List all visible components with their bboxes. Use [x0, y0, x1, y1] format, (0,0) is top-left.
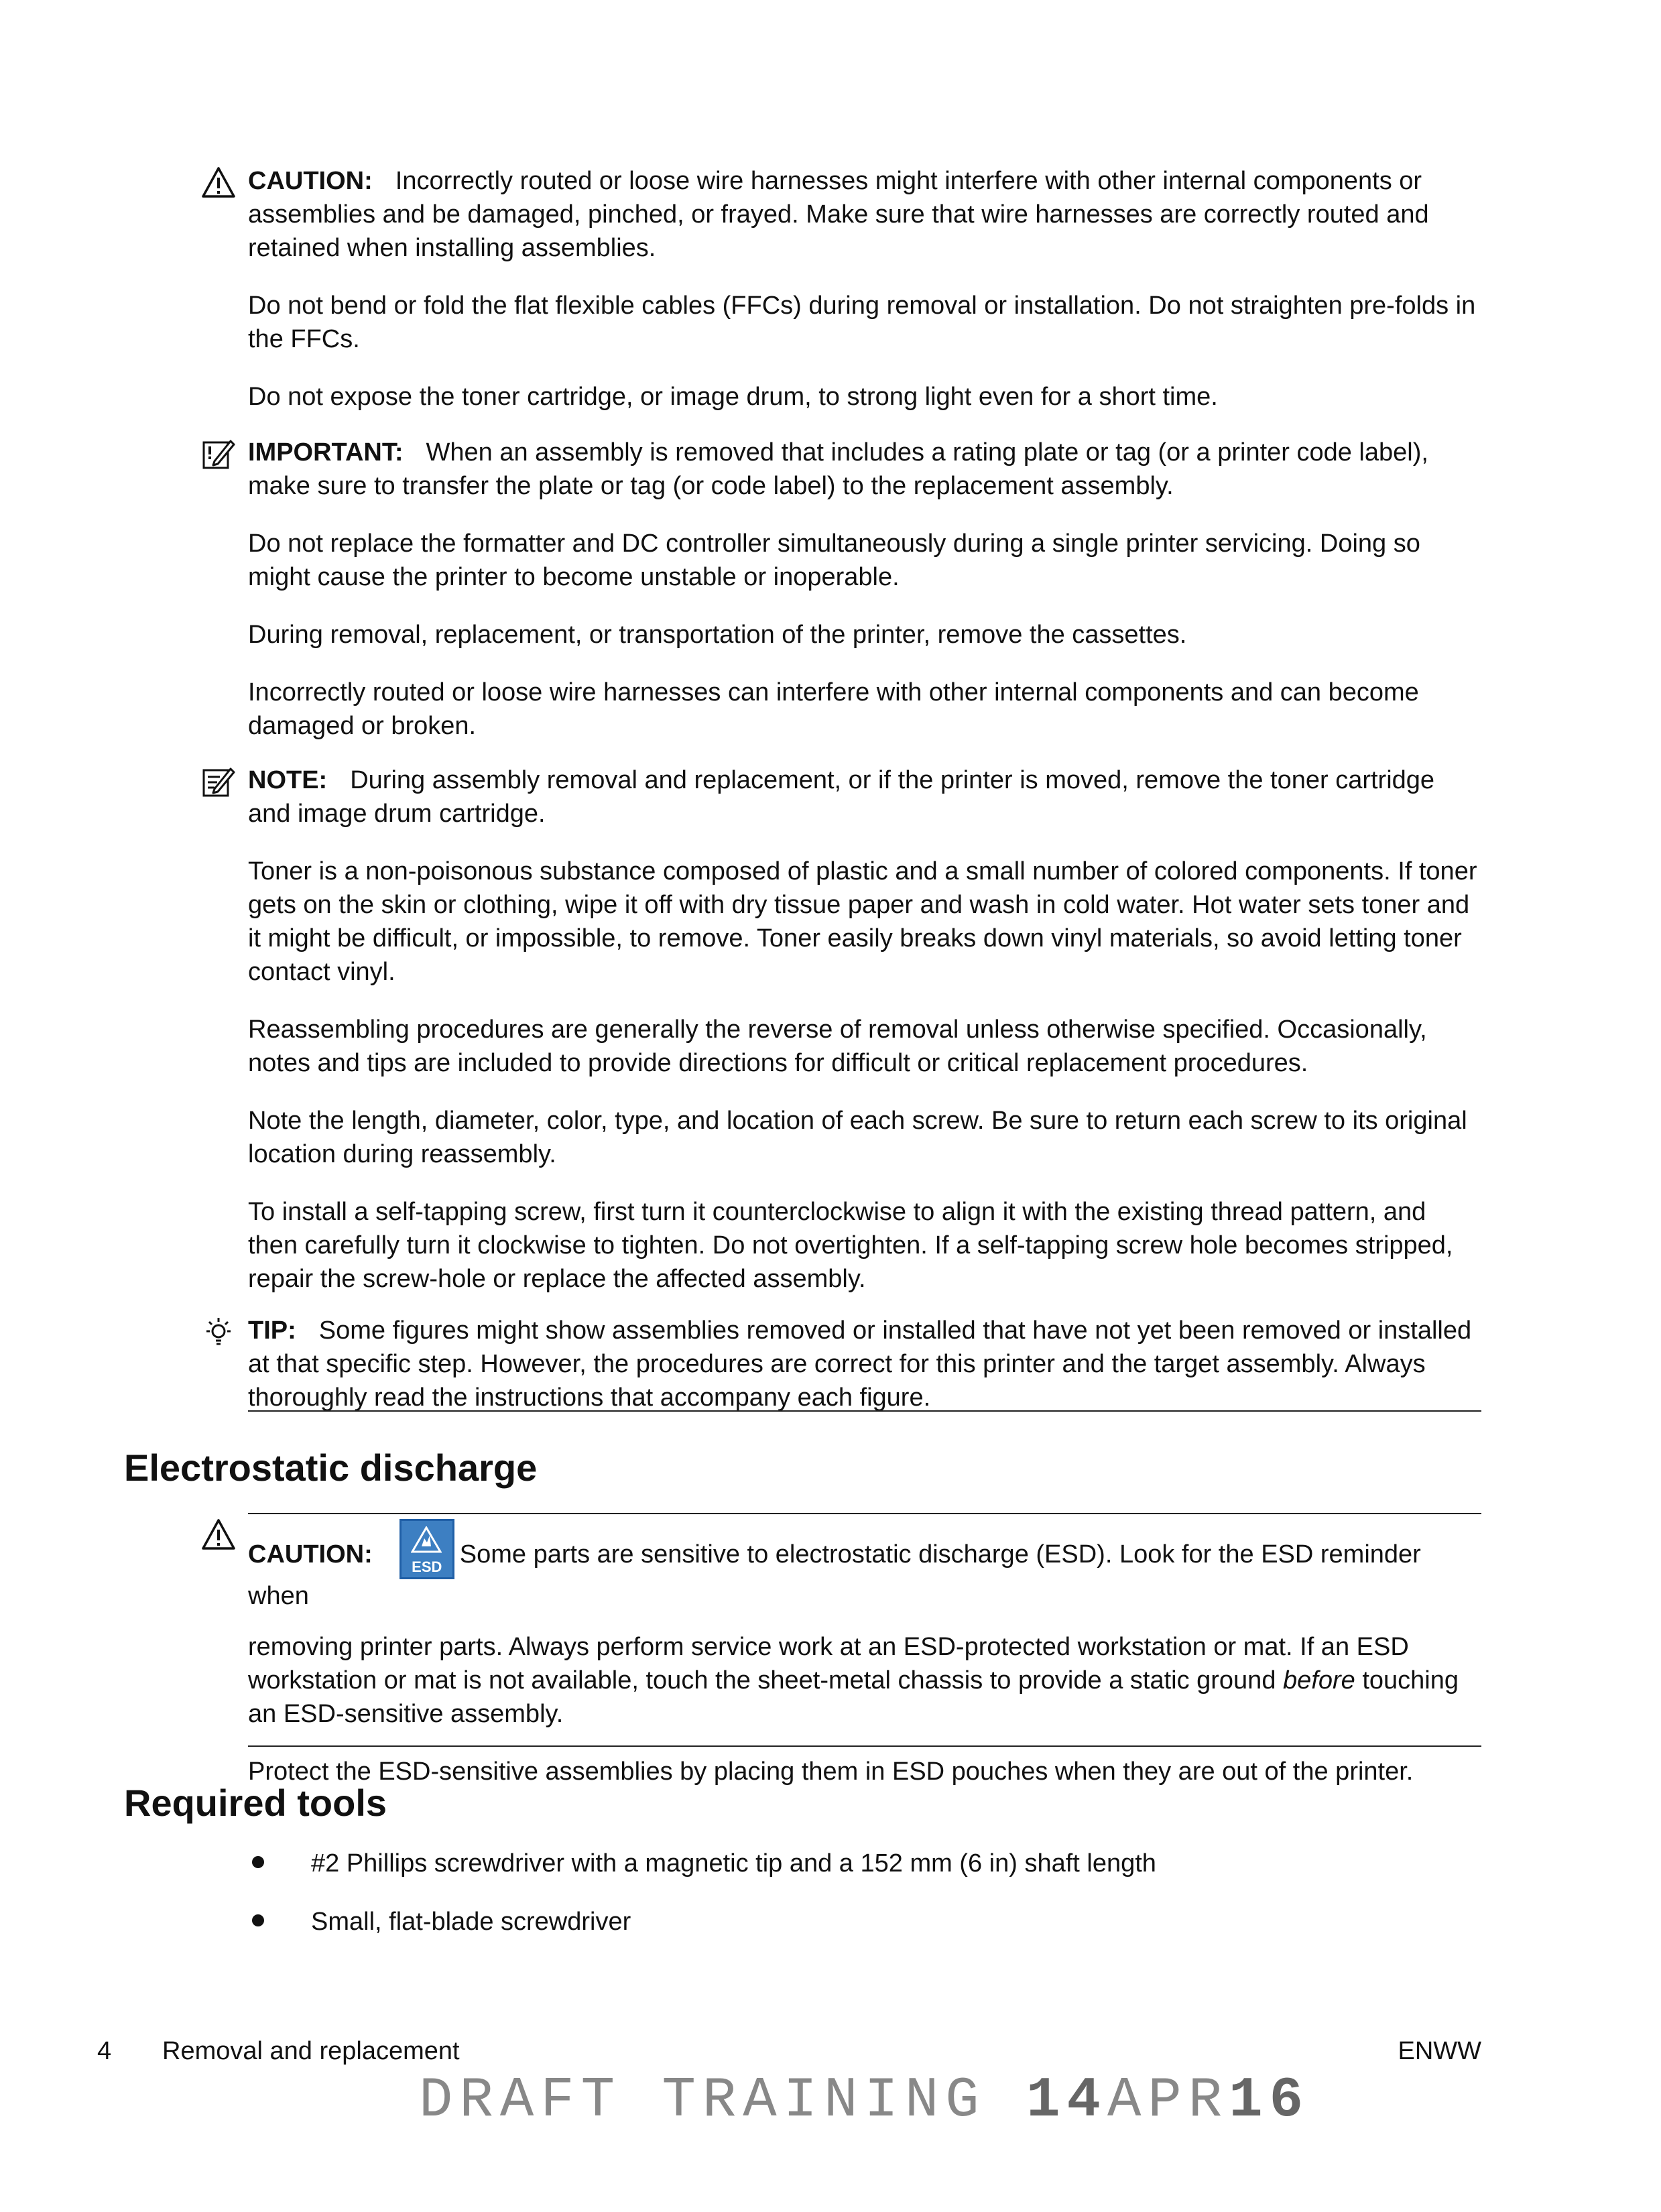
- esd-caution-block: [248, 1532, 1481, 1788]
- important-text: When an assembly is removed that includes a rating plate or tag (or a printer code label), make sure to transfer the plate or tag (or code label) to the replacement assembly.: [248, 438, 1428, 500]
- note-paragraph: Reassembling procedures are generally the reverse of removal unless otherwise specified. Occasionally, notes and tips are included to provide directions for difficult or critical replacement procedures.: [248, 1016, 1427, 1077]
- important-label: IMPORTANT:: [248, 438, 404, 467]
- section-divider: [248, 1513, 1481, 1514]
- draft-watermark: [419, 2068, 1310, 2135]
- watermark-number: 14: [1026, 2069, 1107, 2133]
- note-block: [248, 763, 1481, 1320]
- list-item: [248, 1847, 1481, 1880]
- esd-divider: [248, 1745, 1481, 1747]
- note-paragraph: Note the length, diameter, color, type, and location of each screw. Be sure to return each screw to its original location during reassembly.: [248, 1107, 1467, 1168]
- esd-caution-label: CAUTION:: [248, 1540, 373, 1569]
- tip-divider: [248, 1410, 1481, 1412]
- list-item: [248, 1905, 1481, 1939]
- page-number: 4: [97, 2037, 112, 2065]
- footer-right: ENWW: [1398, 2037, 1481, 2065]
- note-text: During assembly removal and replacement, or if the printer is moved, remove the toner cartridge and image drum cartridge.: [248, 766, 1435, 828]
- esd-badge: [399, 1519, 454, 1579]
- caution-block: [248, 164, 1481, 438]
- list-item-text: #2 Phillips screwdriver with a magnetic tip and a 152 mm (6 in) shaft length: [311, 1849, 1156, 1878]
- esd-hand-icon: [411, 1526, 442, 1553]
- bullet-icon: [252, 1856, 264, 1868]
- chapter-title: Removal and replacement: [162, 2037, 460, 2065]
- tip-label: TIP:: [248, 1316, 296, 1345]
- caution-label: CAUTION:: [248, 167, 373, 195]
- note-paragraph: Toner is a non-poisonous substance composed of plastic and a small number of colored components. If toner gets on the skin or clothing, wipe it off with dry tissue paper and wash in cold water. Hot water sets toner and it might be difficult, or impossible, to remove. Toner easily breaks down vinyl materials, so avoid letting toner contact vinyl.: [248, 857, 1477, 986]
- tools-list: [248, 1847, 1481, 1963]
- important-block: [248, 436, 1481, 767]
- caution-paragraph: Do not bend or fold the flat flexible cables (FFCs) during removal or installation. Do not straighten pre-folds in the FFCs.: [248, 292, 1476, 353]
- bullet-icon: [252, 1914, 264, 1926]
- important-paragraph: During removal, replacement, or transportation of the printer, remove the cassettes.: [248, 621, 1187, 649]
- esd-emphasis: before: [1283, 1666, 1355, 1695]
- note-pencil-icon: [201, 765, 236, 800]
- important-paragraph: Do not replace the formatter and DC controller simultaneously during a single printer servicing. Doing so might cause the printer to become unstable or inoperable.: [248, 530, 1420, 591]
- watermark-text: APR: [1107, 2069, 1229, 2133]
- tip-block: [248, 1314, 1481, 1414]
- section-heading: Required tools: [124, 1782, 387, 1824]
- watermark-number: 16: [1229, 2069, 1310, 2133]
- caution-paragraph: Do not expose the toner cartridge, or image drum, to strong light even for a short time.: [248, 383, 1218, 411]
- watermark-text: DRAFT TRAINING: [419, 2069, 1027, 2133]
- esd-badge-text: ESD: [412, 1558, 442, 1575]
- section-heading: Electrostatic discharge: [124, 1447, 538, 1489]
- tip-text: Some figures might show assemblies removed or installed that have not yet been removed or installed at that specific step. However, the procedures are correct for this printer and the target assembly. Always thoroughly read the instructions that accompany each figure.: [248, 1316, 1472, 1412]
- caution-text: Incorrectly routed or loose wire harnesses might interfere with other internal components or assemblies and be damaged, pinched, or frayed. Make sure that wire harnesses are correctly routed and retained when installing assemblies.: [248, 167, 1429, 262]
- warning-triangle-icon: [201, 1518, 236, 1552]
- esd-paragraph-part: touching an ESD-sensitive assembly.: [248, 1666, 1459, 1728]
- important-paragraph: Incorrectly routed or loose wire harnesses can interfere with other internal components and can become damaged or broken.: [248, 678, 1419, 740]
- esd-paragraph: Protect the ESD-sensitive assemblies by placing them in ESD pouches when they are out of the printer.: [248, 1758, 1414, 1786]
- list-item-text: Small, flat-blade screwdriver: [311, 1908, 631, 1936]
- note-paragraph: To install a self-tapping screw, first turn it counterclockwise to align it with the existing thread pattern, and then carefully turn it clockwise to tighten. Do not overtighten. If a self-tapping screw hole becomes stripped, repair the screw-hole or replace the affected assembly.: [248, 1198, 1453, 1293]
- warning-triangle-icon: [201, 166, 236, 200]
- esd-caution-text: Some parts are sensitive to electrostatic discharge (ESD). Look for the ESD reminder when: [248, 1540, 1421, 1610]
- important-note-icon: [201, 437, 236, 472]
- lightbulb-icon: [201, 1315, 236, 1350]
- note-label: NOTE:: [248, 766, 328, 794]
- esd-paragraph-part: removing printer parts. Always perform service work at an ESD-protected workstation or mat. If an ESD workstation or mat is not available, touch the sheet-metal chassis to provide a static ground: [248, 1633, 1409, 1695]
